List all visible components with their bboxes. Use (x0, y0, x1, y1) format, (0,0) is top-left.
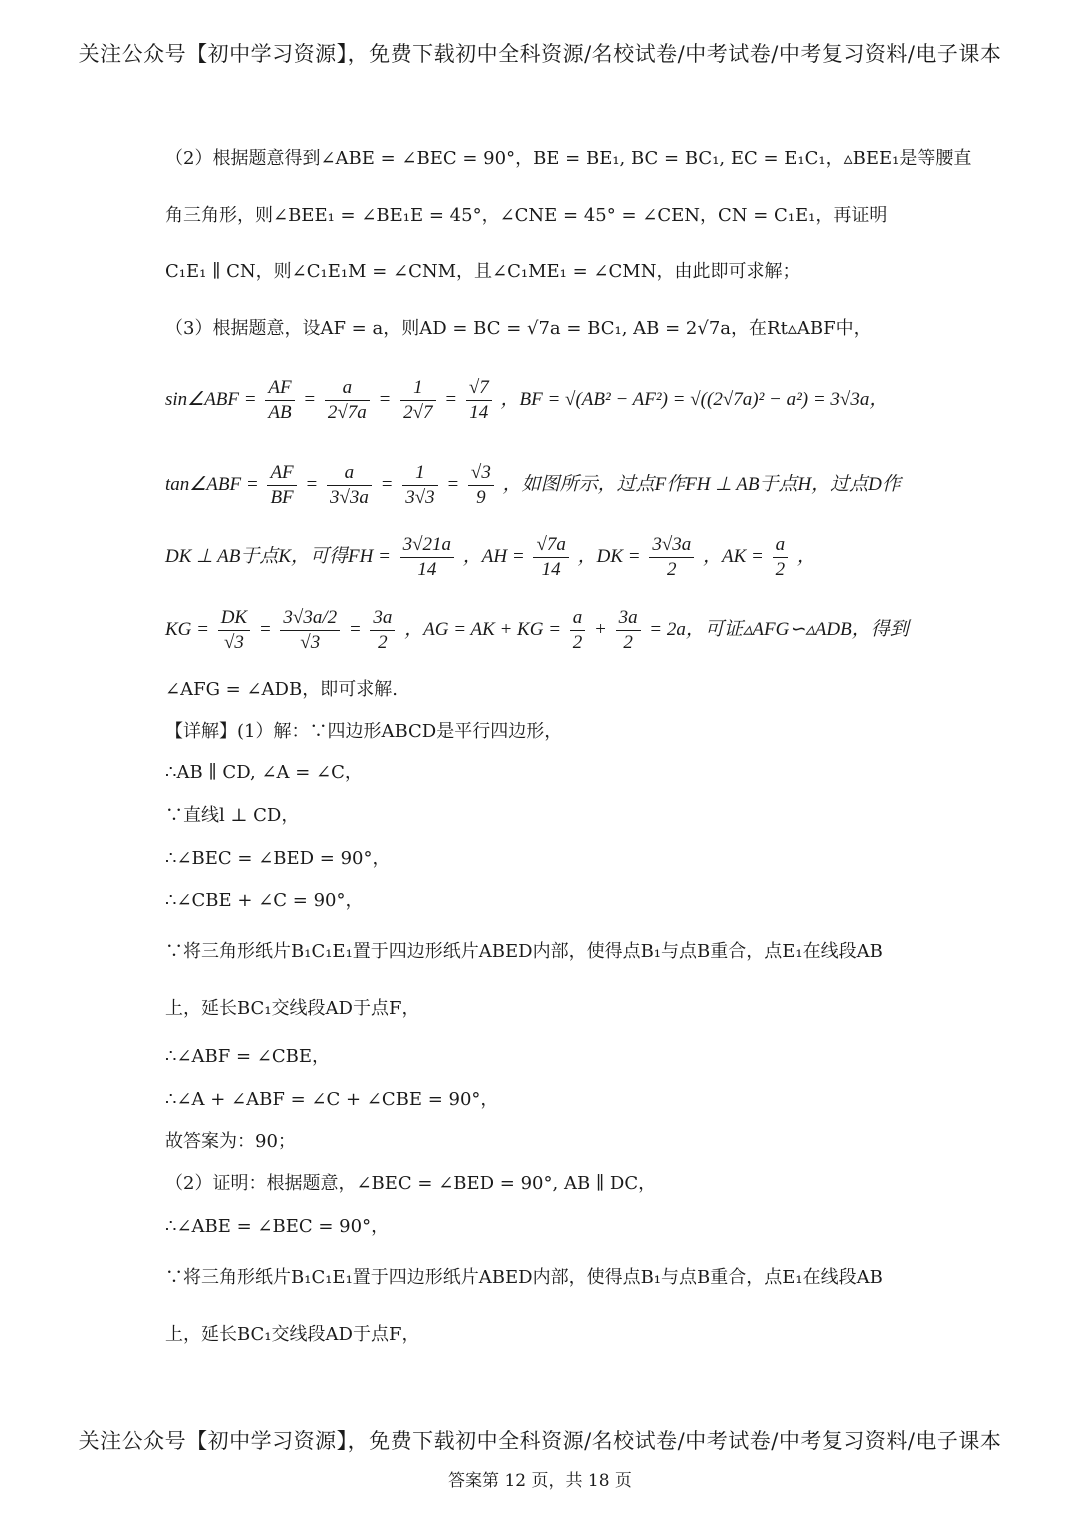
formula-prefix: KG = (165, 619, 209, 640)
text-line: 上，延长BC₁交线段AD于点F， (165, 998, 420, 1019)
bottom-banner: 关注公众号【初中学习资源】，免费下载初中全科资源/名校试卷/中考试卷/中考复习资料/电子课本 (78, 1429, 1002, 1453)
text-line: ∴∠ABE = ∠BEC = 90°， (165, 1216, 390, 1237)
top-banner: 关注公众号【初中学习资源】，免费下载初中全科资源/名校试卷/中考试卷/中考复习资料/电子课本 (78, 42, 1002, 66)
formula-text: ，AK = (702, 546, 764, 567)
fraction: $\frac{1}{3√3}$ (402, 461, 437, 510)
formula-text: ，AH = (462, 546, 525, 567)
formula-tail: ， (796, 546, 816, 567)
text-line: C₁E₁ ∥ CN，则∠C₁E₁M = ∠CNM，且∠C₁ME₁ = ∠CMN，由此即可求解； (165, 261, 801, 282)
fraction: $\frac{AF}{BF}$ (267, 461, 296, 510)
text-line: ∵直线l ⊥ CD， (165, 805, 300, 826)
fraction: $\frac{a}{2}$ (773, 533, 789, 582)
plus-sign: + (594, 619, 607, 640)
fraction: $\frac{3a}{2}$ (616, 606, 641, 655)
fraction: $\frac{AF}{AB}$ (265, 376, 294, 425)
fraction: $\frac{3√3a/2}{√3}$ (280, 606, 340, 655)
formula-tan (165, 455, 925, 515)
text-line: ∴∠A + ∠ABF = ∠C + ∠CBE = 90°， (165, 1089, 499, 1110)
fraction: $\frac{a}{2}$ (570, 606, 586, 655)
equals-sign: = (348, 619, 362, 640)
formula-text: ，DK = (577, 546, 641, 567)
equals-sign: = (444, 389, 458, 410)
formula-text: ，AG = AK + KG = (404, 619, 562, 640)
fraction: $\frac{√7a}{14}$ (533, 533, 568, 582)
formula-prefix: DK ⊥ AB于点K，可得FH = (165, 546, 391, 567)
page-number: 答案第 12 页，共 18 页 (448, 1471, 632, 1491)
text-line: 【详解】(1）解：∵四边形ABCD是平行四边形， (165, 721, 563, 742)
formula-dk (165, 527, 925, 587)
text-line: ∴AB ∥ CD, ∠A = ∠C， (165, 762, 363, 783)
fraction: $\frac{3a}{2}$ (370, 606, 395, 655)
formula-tail: = 2a，可证▵AFG∽▵ADB，得到 (649, 619, 909, 640)
formula-tail: ，BF = √(AB² − AF²) = √((2√7a)² − a²) = 3√3a， (500, 389, 889, 410)
text-line: （2）证明：根据题意，∠BEC = ∠BED = 90°, AB ∥ DC， (165, 1173, 657, 1194)
fraction: $\frac{a}{2√7a}$ (325, 376, 370, 425)
formula-kg (165, 600, 925, 660)
equals-sign: = (380, 474, 394, 495)
text-line: ∴∠ABF = ∠CBE， (165, 1046, 330, 1067)
fraction: $\frac{√3}{9}$ (468, 461, 494, 510)
fraction: $\frac{3√3a}{2}$ (649, 533, 694, 582)
text-line: （2）根据题意得到∠ABE = ∠BEC = 90°，BE = BE₁, BC = BC₁, EC = E₁C₁，▵BEE₁是等腰直 (165, 148, 972, 169)
equals-sign: = (446, 474, 460, 495)
formula-tail: ，如图所示，过点F作FH ⊥ AB于点H，过点D作 (502, 474, 901, 495)
text-line: （3）根据题意，设AF = a，则AD = BC = √7a = BC₁, AB = 2√7a，在Rt▵ABF中， (165, 318, 872, 339)
equals-sign: = (305, 474, 319, 495)
text-line: ∵将三角形纸片B₁C₁E₁置于四边形纸片ABED内部，使得点B₁与点B重合，点E₁在线段AB (165, 941, 883, 962)
formula-prefix: sin∠ABF = (165, 389, 257, 410)
text-line: ∠AFG = ∠ADB，即可求解. (165, 679, 398, 700)
text-line: ∴∠BEC = ∠BED = 90°， (165, 848, 391, 869)
fraction: $\frac{1}{2√7}$ (400, 376, 435, 425)
text-line: ∵将三角形纸片B₁C₁E₁置于四边形纸片ABED内部，使得点B₁与点B重合，点E₁在线段AB (165, 1267, 883, 1288)
text-line: 角三角形，则∠BEE₁ = ∠BE₁E = 45°，∠CNE = 45° = ∠CEN，CN = C₁E₁，再证明 (165, 205, 888, 226)
text-line: 上，延长BC₁交线段AD于点F， (165, 1324, 420, 1345)
text-line: ∴∠CBE + ∠C = 90°， (165, 890, 364, 911)
text-line: 故答案为：90； (165, 1131, 296, 1152)
equals-sign: = (378, 389, 392, 410)
fraction: $\frac{a}{3√3a}$ (327, 461, 372, 510)
formula-prefix: tan∠ABF = (165, 474, 259, 495)
fraction: $\frac{DK}{√3}$ (218, 606, 250, 655)
fraction: $\frac{3√21a}{14}$ (400, 533, 454, 582)
equals-sign: = (303, 389, 317, 410)
equals-sign: = (258, 619, 272, 640)
formula-sin (165, 370, 925, 430)
fraction: $\frac{√7}{14}$ (466, 376, 492, 425)
